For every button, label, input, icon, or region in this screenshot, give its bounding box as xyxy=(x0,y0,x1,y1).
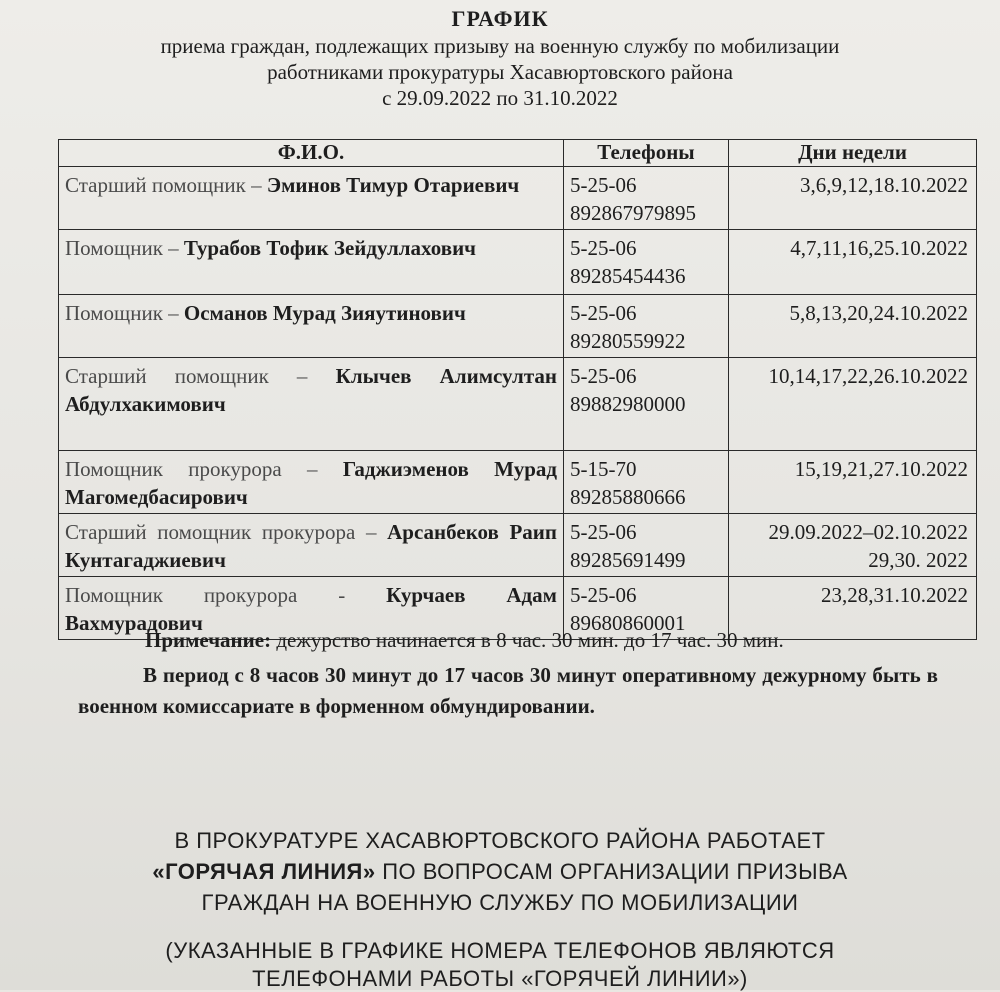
person-name: Арсанбеков Раип Кунтагаджиевич xyxy=(65,520,557,572)
duty-days: 4,7,11,16,25.10.2022 xyxy=(790,236,968,260)
role-text: Старший помощник – xyxy=(65,173,267,197)
duty-days: 23,28,31.10.2022 xyxy=(821,583,968,607)
subtitle-line-2: работниками прокуратуры Хасавюртовского района xyxy=(267,60,733,84)
person-name: Гаджиэменов Мурад Магомедбасирович xyxy=(65,457,557,509)
phone-cell xyxy=(564,295,729,358)
phone-cell xyxy=(564,358,729,451)
person-name: Османов Мурад Зияутинович xyxy=(183,301,466,325)
phone-cell xyxy=(564,451,729,514)
duty-days: 5,8,13,20,24.10.2022 xyxy=(789,301,968,325)
note-line xyxy=(145,628,784,653)
table-header-row xyxy=(59,140,977,167)
hotline-line-1: В ПРОКУРАТУРЕ ХАСАВЮРТОВСКОГО РАЙОНА РАБОТАЕТ xyxy=(174,828,826,853)
person-name: Клычев Алимсултан Абдулхакимович xyxy=(65,364,557,416)
phone-cell xyxy=(564,514,729,577)
phone-landline: 5-25-06 xyxy=(570,520,637,544)
subtitle-line-1: приема граждан, подлежащих призыву на военную службу по мобилизации xyxy=(160,34,840,58)
fio-cell xyxy=(59,167,564,230)
phone-landline: 5-15-70 xyxy=(570,457,637,481)
table-row xyxy=(59,514,977,577)
phone-cell xyxy=(564,230,729,295)
person-name: Турабов Тофик Зейдуллахович xyxy=(183,236,477,260)
table-row xyxy=(59,167,977,230)
phone-mobile: 89285454436 xyxy=(570,264,686,288)
duty-days: 29.09.2022–02.10.2022 xyxy=(768,520,968,544)
role-text: Помощник прокурора - xyxy=(65,583,387,607)
note-bold-paragraph: В период с 8 часов 30 минут до 17 часов 30 минут оперативному дежурному быть в военном комиссариате в форменном обмундировании. xyxy=(78,663,938,718)
days-cell xyxy=(729,451,977,514)
hotline-line-2 xyxy=(0,859,1000,885)
phone-mobile: 89680860001 xyxy=(570,611,686,635)
role-text: Помощник – xyxy=(65,236,184,260)
phone-mobile: 892867979895 xyxy=(570,201,696,225)
note-label: Примечание: xyxy=(145,628,272,652)
hotline-line-4: (УКАЗАННЫЕ В ГРАФИКЕ НОМЕРА ТЕЛЕФОНОВ ЯВЛЯЮТСЯ xyxy=(165,938,835,963)
schedule-table xyxy=(58,139,977,640)
table-row xyxy=(59,451,977,514)
phone-landline: 5-25-06 xyxy=(570,236,637,260)
days-cell xyxy=(729,514,977,577)
role-text: Помощник прокурора – xyxy=(65,457,343,481)
fio-cell xyxy=(59,230,564,295)
phone-landline: 5-25-06 xyxy=(570,583,637,607)
fio-cell xyxy=(59,295,564,358)
phone-mobile: 89285691499 xyxy=(570,548,686,572)
duty-days-extra: 29,30. 2022 xyxy=(868,548,968,572)
person-name: Курчаев Адам Вахмурадович xyxy=(65,583,557,635)
note-text: дежурство начинается в 8 час. 30 мин. до 17 час. 30 мин. xyxy=(271,628,784,652)
subtitle-period: с 29.09.2022 по 31.10.2022 xyxy=(382,86,618,110)
phone-landline: 5-25-06 xyxy=(570,364,637,388)
hotline-line-2-rest: ПО ВОПРОСАМ ОРГАНИЗАЦИИ ПРИЗЫВА xyxy=(375,859,848,884)
hotline-label: «ГОРЯЧАЯ ЛИНИЯ» xyxy=(152,859,376,884)
days-cell xyxy=(729,358,977,451)
role-text: Старший помощник прокурора – xyxy=(65,520,388,544)
role-text: Старший помощник – xyxy=(65,364,336,388)
column-header-days: Дни недели xyxy=(729,140,977,167)
duty-days: 10,14,17,22,26.10.2022 xyxy=(768,364,968,388)
phone-landline: 5-25-06 xyxy=(570,301,637,325)
days-cell xyxy=(729,230,977,295)
duty-days: 3,6,9,12,18.10.2022 xyxy=(800,173,968,197)
phone-mobile: 89280559922 xyxy=(570,329,686,353)
phone-landline: 5-25-06 xyxy=(570,173,637,197)
duty-days: 15,19,21,27.10.2022 xyxy=(794,457,968,481)
fio-cell xyxy=(59,514,564,577)
person-name: Эминов Тимур Отариевич xyxy=(266,173,520,197)
days-cell xyxy=(729,295,977,358)
document-title: ГРАФИК xyxy=(451,6,549,31)
phone-mobile: 89285880666 xyxy=(570,485,686,509)
column-header-phones: Телефоны xyxy=(564,140,729,167)
fio-cell xyxy=(59,358,564,451)
hotline-line-5: ТЕЛЕФОНАМИ РАБОТЫ «ГОРЯЧЕЙ ЛИНИИ») xyxy=(252,966,748,991)
phone-mobile: 89882980000 xyxy=(570,392,686,416)
hotline-line-3: ГРАЖДАН НА ВОЕННУЮ СЛУЖБУ ПО МОБИЛИЗАЦИИ xyxy=(201,890,799,915)
role-text: Помощник – xyxy=(65,301,184,325)
fio-cell xyxy=(59,451,564,514)
column-header-fio: Ф.И.О. xyxy=(59,140,564,167)
days-cell xyxy=(729,167,977,230)
table-row xyxy=(59,358,977,451)
phone-cell xyxy=(564,167,729,230)
table-row xyxy=(59,230,977,295)
table-row xyxy=(59,295,977,358)
